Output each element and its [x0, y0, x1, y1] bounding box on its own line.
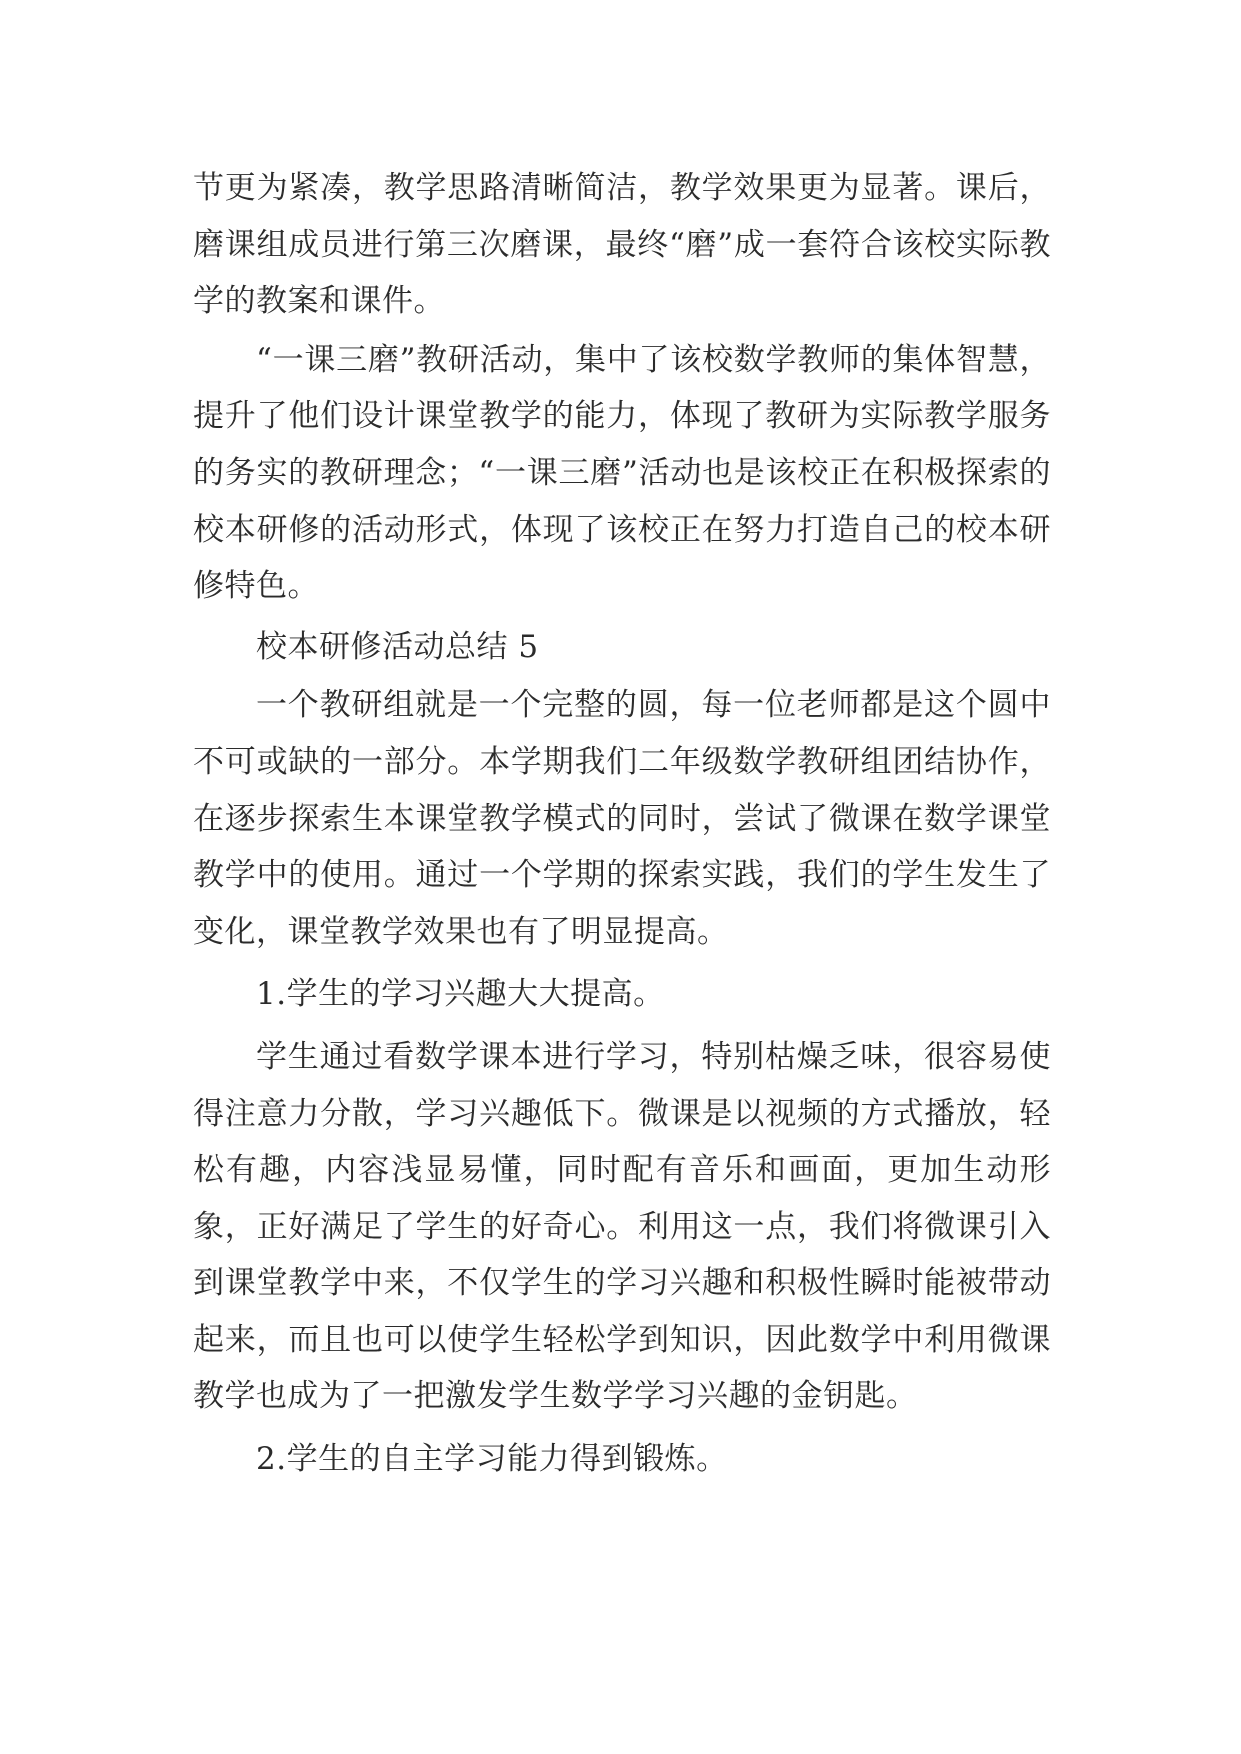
numbered-point: 2.学生的自主学习能力得到锻炼。 — [256, 1441, 728, 1478]
paragraph-continuation: 节更为紧凑，教学思路清晰简洁，教学效果更为显著。课后，磨课组成员进行第三次磨课，最终“磨”成一套符合该校实际教学的教案和课件。 — [193, 170, 1051, 320]
document-body — [193, 160, 1051, 1494]
paragraph-body: 一个教研组就是一个完整的圆，每一位老师都是这个圆中不可或缺的一部分。本学期我们二年级数学教研组团结协作，在逐步探索生本课堂教学模式的同时，尝试了微课在数学课堂教学中的使用。通过一个学期的探索实践，我们的学生发生了变化，课堂教学效果也有了明显提高。 — [193, 687, 1051, 950]
numbered-point: 1.学生的学习兴趣大大提高。 — [256, 976, 665, 1013]
paragraph-body: “一课三磨”教研活动，集中了该校数学教师的集体智慧，提升了他们设计课堂教学的能力，体现了教研为实际教学服务的务实的教研理念；“一课三磨”活动也是该校正在积极探索的校本研修的活动形式，体现了该校正在努力打造自己的校本研修特色。 — [193, 341, 1051, 605]
section-heading: 校本研修活动总结 5 — [256, 628, 539, 665]
paragraph-body: 学生通过看数学课本进行学习，特别枯燥乏味，很容易使得注意力分散，学习兴趣低下。微课是以视频的方式播放，轻松有趣，内容浅显易懂，同时配有音乐和画面，更加生动形象，正好满足了学生的好奇心。利用这一点，我们将微课引入到课堂教学中来，不仅学生的学习兴趣和积极性瞬时能被带动起来，而且也可以使学生轻松学到知识，因此数学中利用微课教学也成为了一把激发学生数学学习兴趣的金钥匙。 — [193, 1038, 1051, 1415]
